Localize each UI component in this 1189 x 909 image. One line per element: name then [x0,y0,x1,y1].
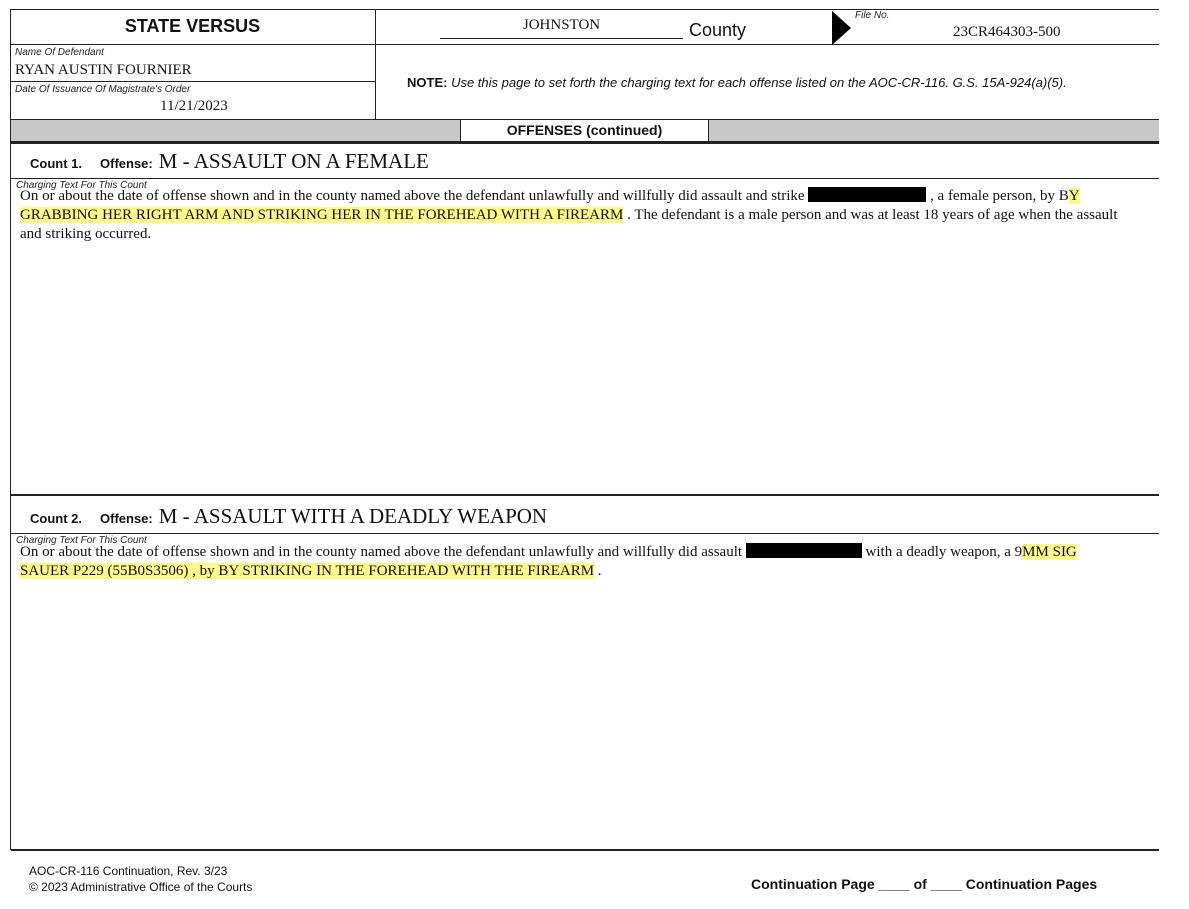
note-text: Use this page to set forth the charging text for each offense listed on the AOC-CR-116. G.S. 15A-924(a)(5). [451,75,1067,90]
count-2-highlight-1: MM SIG [1022,544,1077,560]
defendant-row-line [10,81,375,82]
redaction-box [808,187,926,202]
issuance-date-label: Date Of Issuance Of Magistrate's Order [15,84,191,95]
count-1-offense-value: M - ASSAULT ON A FEMALE [158,149,429,173]
count-2-offense-label: Offense: [100,511,153,526]
note [407,75,1067,90]
form-id: AOC-CR-116 Continuation, Rev. 3/23 [29,864,228,878]
count-2-offense-value: M - ASSAULT WITH A DEADLY WEAPON [158,504,548,528]
count-2-charging-label: Charging Text For This Count [16,535,147,546]
count-2-text-a: On or about the date of offense shown and in the county named above the defendant unlawfully and willfully did assault [20,544,746,560]
defendant-name-label: Name Of Defendant [15,47,104,58]
count-2-divider [11,533,1159,534]
note-label: NOTE: [407,75,448,90]
county-label: County [689,20,747,40]
county-underline [440,38,683,39]
count-2-text-b: with a deadly weapon, a 9 [861,544,1023,560]
county-value: JOHNSTON [522,17,601,33]
count-1-divider [11,178,1159,179]
count-2-highlight-2: SAUER P229 (55B0S3506) , by BY STRIKING IN THE FOREHEAD WITH THE FIREARM [20,563,595,579]
state-versus-title: STATE VERSUS [124,16,261,36]
count-separator [11,494,1159,496]
continuation-pages: Continuation Page ____ of ____ Continuation Pages [751,876,1098,892]
file-no-arrow-icon [832,11,851,45]
count-1-charging-text [20,187,1130,244]
count-2-text-c: . [594,563,602,579]
count-2-charging-text [20,543,1130,581]
count-1-charging-label: Charging Text For This Count [16,180,147,191]
redaction-box [746,543,862,558]
count-2-label: Count 2. [30,511,82,526]
offenses-bar-title: OFFENSES (continued) [460,119,709,141]
count-1-text-c: . The defendant is a male person and was at least 18 years of age when the assault and striking occurred. [20,207,1118,242]
count-1-highlight-2: GRABBING HER RIGHT ARM AND STRIKING HER IN THE FOREHEAD WITH A FIREARM [20,207,624,223]
issuance-date-value: 11/21/2023 [160,98,228,114]
bottom-border [11,849,1159,851]
file-no-value: 23CR464303-500 [953,24,1061,40]
count-1-highlight-1: Y [1068,188,1080,204]
defendant-name-value: RYAN AUSTIN FOURNIER [15,62,192,78]
count-1-label: Count 1. [30,156,82,171]
header-row-line [10,44,1159,45]
copyright: © 2023 Administrative Office of the Courts [29,880,253,894]
count-1-text-a: On or about the date of offense shown and in the county named above the defendant unlawfully and willfully did assault and strike [20,188,809,204]
offenses-bar-bottom [11,142,1159,144]
count-1-header [30,149,429,174]
count-1-text-b: , a female person, by B [926,188,1069,204]
header-divider [375,9,376,119]
count-1-offense-label: Offense: [100,156,153,171]
count-2-header [30,504,547,529]
file-no-label: File No. [855,10,890,21]
top-border [10,9,1159,10]
